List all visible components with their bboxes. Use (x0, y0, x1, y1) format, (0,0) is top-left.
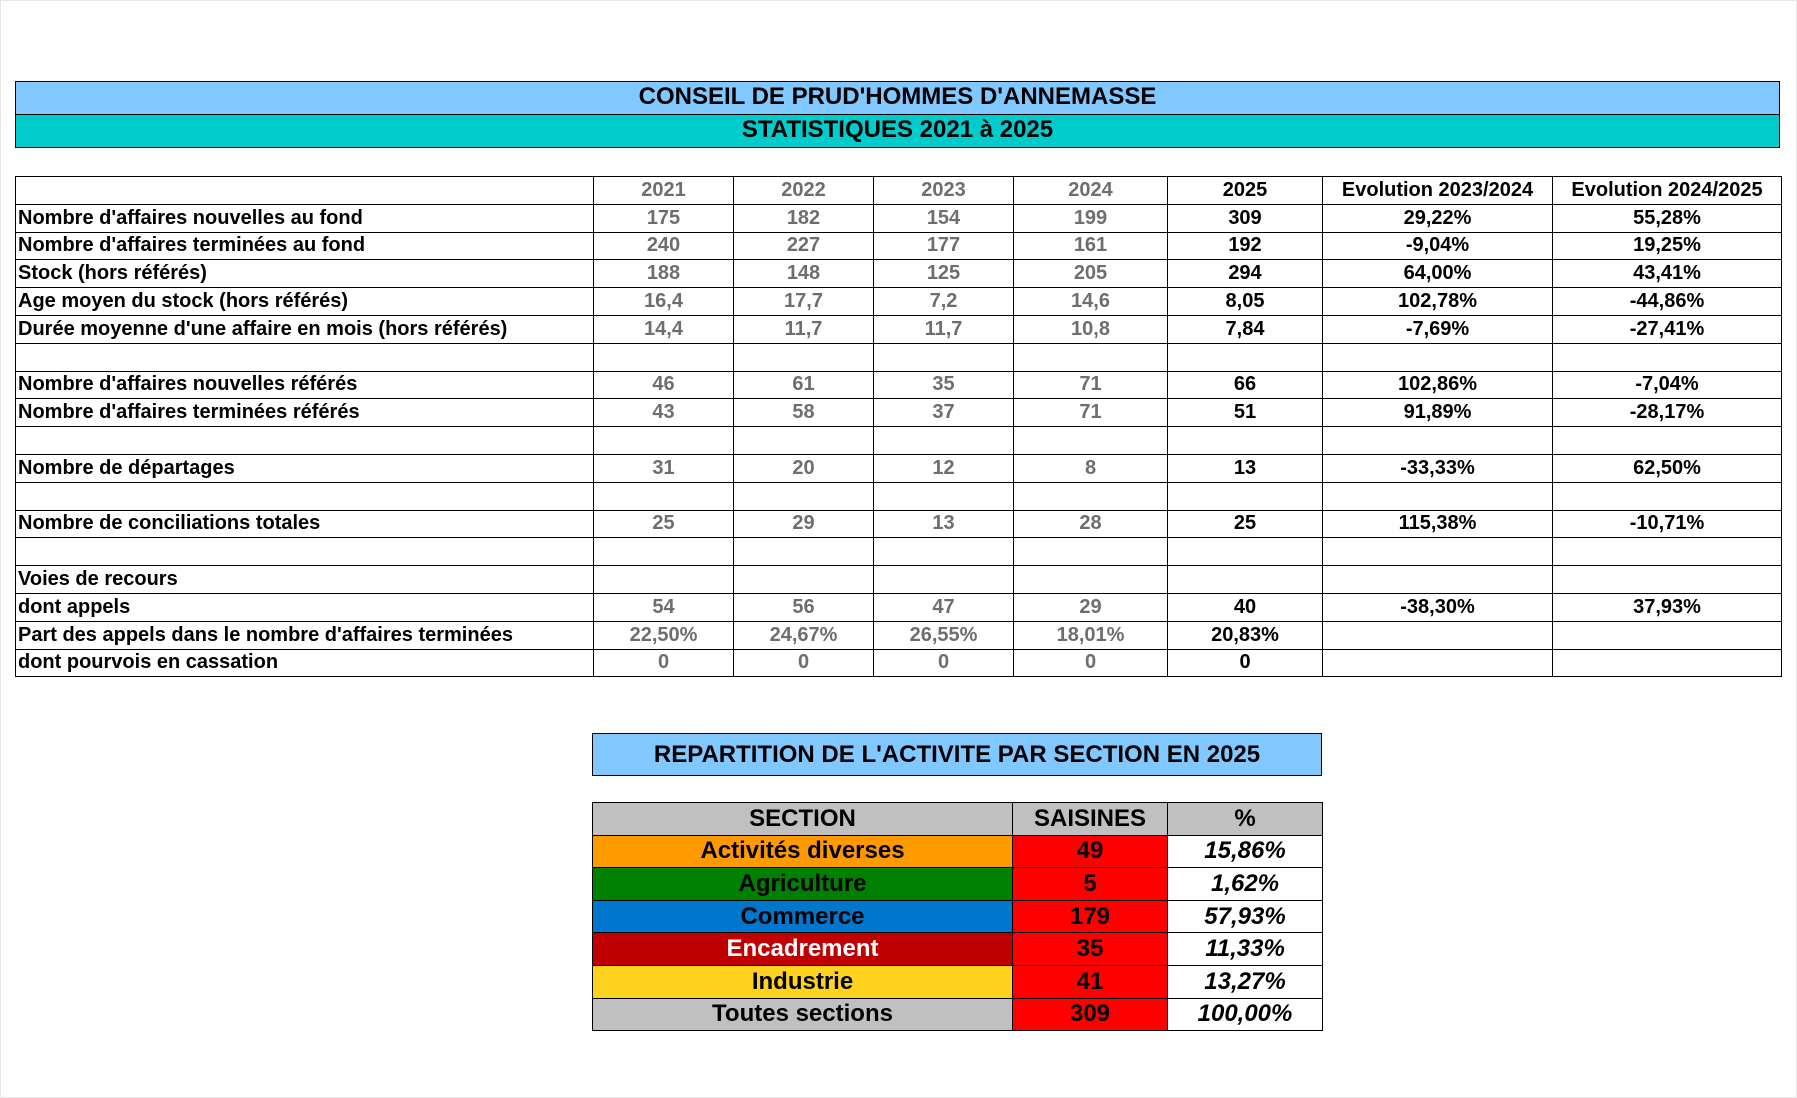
table-row (16, 260, 1782, 288)
value-cell: 25 (594, 510, 734, 538)
row-label (16, 343, 594, 371)
value-cell (594, 343, 734, 371)
value-cell: 58 (734, 399, 874, 427)
table-row (16, 232, 1782, 260)
value-cell (1014, 482, 1168, 510)
table-row (16, 621, 1782, 649)
evolution-cell: 62,50% (1553, 454, 1782, 482)
value-cell: 26,55% (874, 621, 1014, 649)
section-saisines: 5 (1013, 868, 1168, 901)
value-cell: 14,4 (594, 315, 734, 343)
value-cell: 71 (1014, 371, 1168, 399)
table-row (16, 510, 1782, 538)
value-cell (594, 538, 734, 566)
value-cell: 11,7 (734, 315, 874, 343)
table-row (16, 427, 1782, 455)
value-cell: 177 (874, 232, 1014, 260)
column-header: 2025 (1168, 177, 1323, 205)
value-cell (734, 482, 874, 510)
table-row (16, 371, 1782, 399)
table-row (16, 204, 1782, 232)
value-cell: 294 (1168, 260, 1323, 288)
value-cell: 10,8 (1014, 315, 1168, 343)
page-title: CONSEIL DE PRUD'HOMMES D'ANNEMASSE (15, 81, 1780, 115)
value-cell: 17,7 (734, 288, 874, 316)
evolution-cell: 55,28% (1553, 204, 1782, 232)
evolution-cell: 37,93% (1553, 593, 1782, 621)
value-cell: 54 (594, 593, 734, 621)
section-column-header: SECTION (593, 803, 1013, 836)
row-label: dont pourvois en cassation (16, 649, 594, 677)
table-row (16, 343, 1782, 371)
value-cell (874, 538, 1014, 566)
evolution-cell (1553, 343, 1782, 371)
evolution-cell: 19,25% (1553, 232, 1782, 260)
value-cell (734, 566, 874, 594)
evolution-cell: -9,04% (1323, 232, 1553, 260)
section-column-header: SAISINES (1013, 803, 1168, 836)
value-cell: 182 (734, 204, 874, 232)
row-label (16, 538, 594, 566)
value-cell: 56 (734, 593, 874, 621)
value-cell: 16,4 (594, 288, 734, 316)
value-cell: 43 (594, 399, 734, 427)
value-cell: 22,50% (594, 621, 734, 649)
evolution-cell (1323, 427, 1553, 455)
section-name: Commerce (593, 900, 1013, 933)
section-row (593, 835, 1323, 868)
evolution-cell (1323, 538, 1553, 566)
evolution-cell (1323, 566, 1553, 594)
section-percent: 11,33% (1168, 933, 1323, 966)
evolution-cell (1323, 621, 1553, 649)
value-cell: 7,2 (874, 288, 1014, 316)
value-cell: 8,05 (1168, 288, 1323, 316)
evolution-cell: -44,86% (1553, 288, 1782, 316)
value-cell: 0 (734, 649, 874, 677)
value-cell: 240 (594, 232, 734, 260)
value-cell: 0 (874, 649, 1014, 677)
value-cell: 66 (1168, 371, 1323, 399)
section-percent: 100,00% (1168, 998, 1323, 1031)
evolution-cell: -7,04% (1553, 371, 1782, 399)
value-cell: 24,67% (734, 621, 874, 649)
value-cell: 47 (874, 593, 1014, 621)
value-cell: 20 (734, 454, 874, 482)
evolution-cell: 29,22% (1323, 204, 1553, 232)
value-cell: 29 (1014, 593, 1168, 621)
row-label: Nombre de départages (16, 454, 594, 482)
value-cell: 13 (1168, 454, 1323, 482)
evolution-cell: 102,86% (1323, 371, 1553, 399)
value-cell: 192 (1168, 232, 1323, 260)
value-cell (1014, 538, 1168, 566)
row-label: Part des appels dans le nombre d'affaires terminées (16, 621, 594, 649)
section-saisines: 179 (1013, 900, 1168, 933)
section-name: Industrie (593, 965, 1013, 998)
evolution-cell: -27,41% (1553, 315, 1782, 343)
value-cell: 227 (734, 232, 874, 260)
section-percent: 13,27% (1168, 965, 1323, 998)
row-label: Voies de recours (16, 566, 594, 594)
value-cell: 20,83% (1168, 621, 1323, 649)
value-cell: 0 (1168, 649, 1323, 677)
value-cell (594, 427, 734, 455)
value-cell: 29 (734, 510, 874, 538)
evolution-cell: 102,78% (1323, 288, 1553, 316)
value-cell: 13 (874, 510, 1014, 538)
section-saisines: 35 (1013, 933, 1168, 966)
page-subtitle: STATISTIQUES 2021 à 2025 (15, 115, 1780, 148)
value-cell (874, 482, 1014, 510)
table-row (16, 482, 1782, 510)
value-cell (874, 343, 1014, 371)
value-cell (1168, 343, 1323, 371)
evolution-cell (1553, 482, 1782, 510)
evolution-cell: 91,89% (1323, 399, 1553, 427)
value-cell (594, 566, 734, 594)
value-cell (734, 427, 874, 455)
value-cell: 161 (1014, 232, 1168, 260)
column-header: 2021 (594, 177, 734, 205)
section-row (593, 965, 1323, 998)
row-label (16, 427, 594, 455)
value-cell (1168, 427, 1323, 455)
value-cell: 8 (1014, 454, 1168, 482)
row-label (16, 482, 594, 510)
section-row (593, 868, 1323, 901)
row-label: Nombre d'affaires terminées au fond (16, 232, 594, 260)
evolution-cell (1553, 566, 1782, 594)
evolution-cell (1553, 427, 1782, 455)
evolution-cell: 43,41% (1553, 260, 1782, 288)
value-cell: 46 (594, 371, 734, 399)
value-cell: 14,6 (1014, 288, 1168, 316)
section-name: Activités diverses (593, 835, 1013, 868)
row-label: Nombre de conciliations totales (16, 510, 594, 538)
row-label: Age moyen du stock (hors référés) (16, 288, 594, 316)
evolution-cell: 64,00% (1323, 260, 1553, 288)
value-cell (1014, 566, 1168, 594)
evolution-cell: -38,30% (1323, 593, 1553, 621)
section-column-header: % (1168, 803, 1323, 836)
evolution-cell: 115,38% (1323, 510, 1553, 538)
value-cell: 125 (874, 260, 1014, 288)
section-saisines: 49 (1013, 835, 1168, 868)
section-saisines: 309 (1013, 998, 1168, 1031)
evolution-cell: -33,33% (1323, 454, 1553, 482)
value-cell: 205 (1014, 260, 1168, 288)
evolution-cell: -28,17% (1553, 399, 1782, 427)
value-cell: 28 (1014, 510, 1168, 538)
value-cell (734, 343, 874, 371)
row-label: dont appels (16, 593, 594, 621)
row-label: Nombre d'affaires nouvelles au fond (16, 204, 594, 232)
evolution-cell: -7,69% (1323, 315, 1553, 343)
header-label-cell (16, 177, 594, 205)
evolution-cell: -10,71% (1553, 510, 1782, 538)
section-row (593, 933, 1323, 966)
column-header: 2023 (874, 177, 1014, 205)
column-header: Evolution 2024/2025 (1553, 177, 1782, 205)
table-row (16, 288, 1782, 316)
value-cell: 7,84 (1168, 315, 1323, 343)
value-cell (734, 538, 874, 566)
row-label: Nombre d'affaires terminées référés (16, 399, 594, 427)
row-label: Nombre d'affaires nouvelles référés (16, 371, 594, 399)
value-cell: 154 (874, 204, 1014, 232)
value-cell (874, 566, 1014, 594)
value-cell: 25 (1168, 510, 1323, 538)
table-row (16, 649, 1782, 677)
value-cell (1014, 343, 1168, 371)
section-header-row (593, 803, 1323, 836)
section-row (593, 900, 1323, 933)
value-cell: 71 (1014, 399, 1168, 427)
section-name: Toutes sections (593, 998, 1013, 1031)
value-cell: 0 (594, 649, 734, 677)
value-cell (1168, 482, 1323, 510)
evolution-cell (1323, 482, 1553, 510)
value-cell (594, 482, 734, 510)
section-name: Agriculture (593, 868, 1013, 901)
value-cell (874, 427, 1014, 455)
value-cell: 12 (874, 454, 1014, 482)
section-name: Encadrement (593, 933, 1013, 966)
value-cell (1168, 566, 1323, 594)
value-cell: 199 (1014, 204, 1168, 232)
table-row (16, 538, 1782, 566)
value-cell: 61 (734, 371, 874, 399)
value-cell: 11,7 (874, 315, 1014, 343)
evolution-cell (1553, 538, 1782, 566)
table-row (16, 593, 1782, 621)
row-label: Durée moyenne d'une affaire en mois (hors référés) (16, 315, 594, 343)
value-cell: 0 (1014, 649, 1168, 677)
value-cell: 148 (734, 260, 874, 288)
value-cell (1014, 427, 1168, 455)
column-header: 2024 (1014, 177, 1168, 205)
section-breakdown-table (592, 802, 1323, 1031)
statistics-table (15, 176, 1782, 677)
value-cell: 175 (594, 204, 734, 232)
row-label: Stock (hors référés) (16, 260, 594, 288)
section-breakdown-title: REPARTITION DE L'ACTIVITE PAR SECTION EN 2025 (592, 733, 1322, 776)
column-header: 2022 (734, 177, 874, 205)
section-row (593, 998, 1323, 1031)
table-row (16, 566, 1782, 594)
table-row (16, 315, 1782, 343)
evolution-cell (1553, 649, 1782, 677)
table-row (16, 399, 1782, 427)
value-cell (1168, 538, 1323, 566)
value-cell: 35 (874, 371, 1014, 399)
value-cell: 40 (1168, 593, 1323, 621)
evolution-cell (1553, 621, 1782, 649)
statistics-header-row (16, 177, 1782, 205)
section-percent: 15,86% (1168, 835, 1323, 868)
table-row (16, 454, 1782, 482)
section-percent: 57,93% (1168, 900, 1323, 933)
value-cell: 188 (594, 260, 734, 288)
value-cell: 51 (1168, 399, 1323, 427)
value-cell: 37 (874, 399, 1014, 427)
section-percent: 1,62% (1168, 868, 1323, 901)
section-saisines: 41 (1013, 965, 1168, 998)
value-cell: 309 (1168, 204, 1323, 232)
value-cell: 31 (594, 454, 734, 482)
evolution-cell (1323, 343, 1553, 371)
evolution-cell (1323, 649, 1553, 677)
column-header: Evolution 2023/2024 (1323, 177, 1553, 205)
value-cell: 18,01% (1014, 621, 1168, 649)
